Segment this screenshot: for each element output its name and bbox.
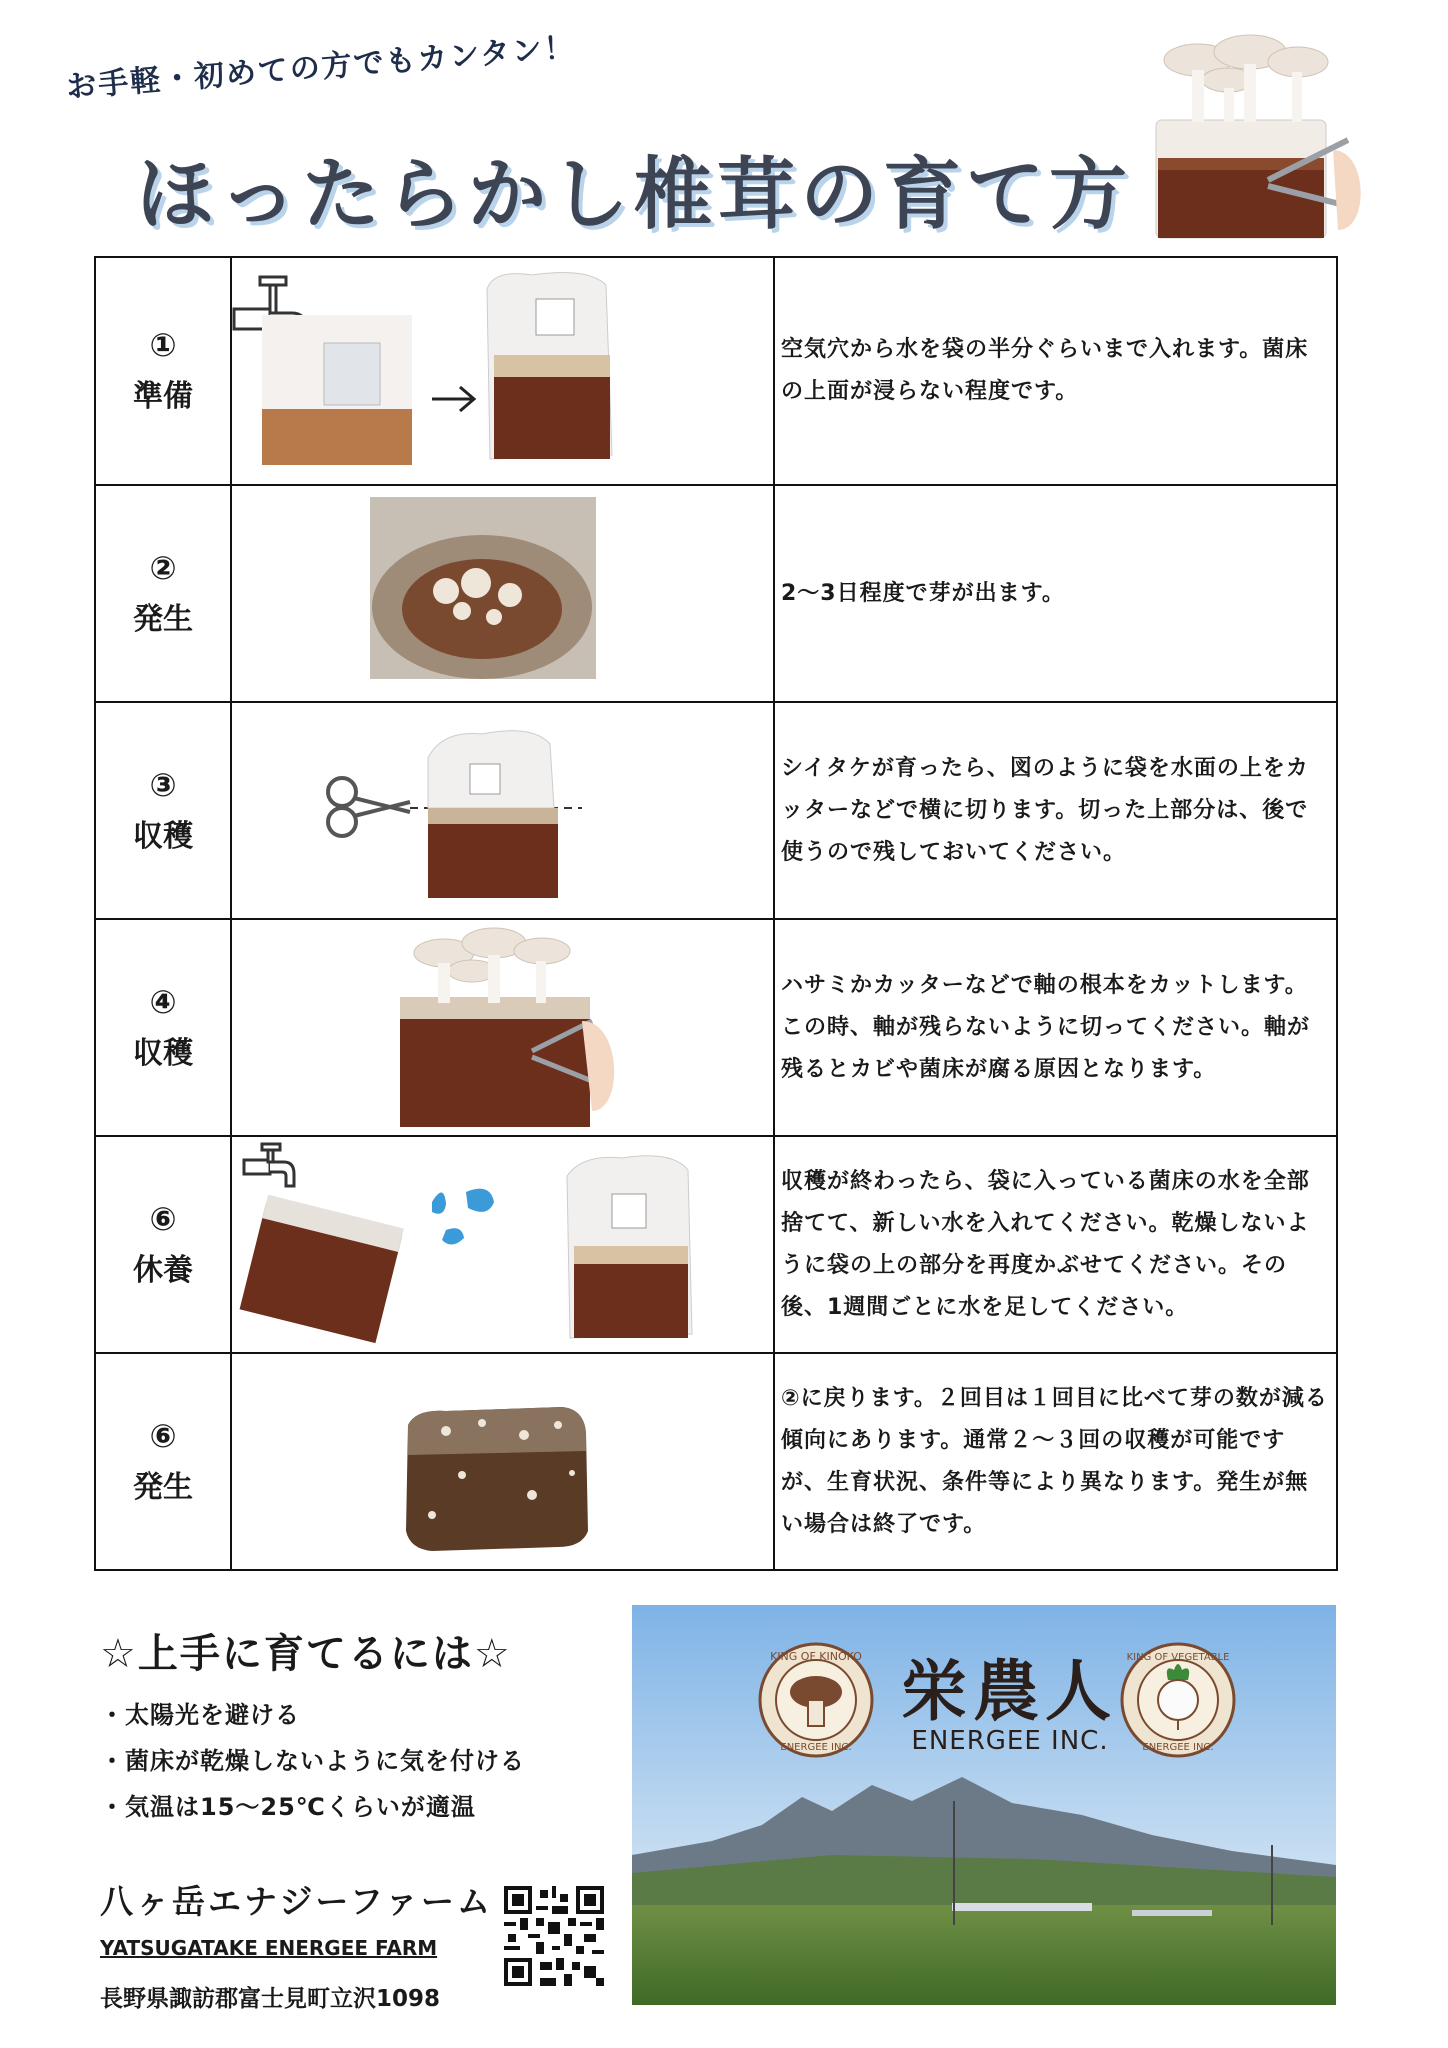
step-name: 収穫: [133, 1035, 193, 1071]
step-number: ⑥: [149, 1199, 177, 1238]
step-number: ⑥: [149, 1416, 177, 1455]
brand-name-en: ENERGEE INC.: [911, 1726, 1109, 1756]
step-label-cell: [95, 702, 231, 919]
step-image-cell: [231, 1136, 774, 1353]
step-name: 発生: [133, 1469, 193, 1505]
scissors-icon: [328, 778, 410, 836]
step-text-cell: [774, 485, 1337, 702]
brand-name-jp: 栄農人: [901, 1652, 1117, 1730]
badge-label: ENERGEE INC.: [1142, 1742, 1214, 1753]
page-title: ほったらかし椎茸の育て方: [136, 150, 1133, 240]
step-name: 準備: [133, 379, 193, 414]
address: 長野県諏訪郡富士見町立沢1098: [100, 1986, 441, 2012]
step-label-cell: [95, 485, 231, 702]
step-text-cell: [774, 1353, 1337, 1570]
water-drops-icon: [432, 1189, 494, 1245]
tips-list: [100, 1692, 620, 1830]
step-image-cell: [231, 919, 774, 1136]
step-image-cell: [231, 1353, 774, 1570]
step-image-cell: [231, 257, 774, 485]
list-item: ・菌床が乾燥しないように気を付ける: [100, 1747, 525, 1775]
table-row: [95, 485, 1337, 702]
badge-label: KING OF VEGETABLE: [1126, 1652, 1230, 1663]
prep-illustration: [232, 259, 771, 483]
step-description: 収穫が終わったら、袋に入っている菌床の水を全部捨てて、新しい水を入れてください。乾燥しないように袋の上の部分を再度かぶせてください。その後、1週間ごとに水を足してください。: [781, 1168, 1310, 1320]
step-description: 空気穴から水を袋の半分ぐらいまで入れます。菌床の上面が浸らない程度です。: [781, 337, 1309, 404]
step-name: 休養: [133, 1252, 193, 1288]
step-description: ②に戻ります。２回目は１回目に比べて芽の数が減る傾向にあります。通常２～３回の収穫が可能ですが、生育状況、条件等により異なります。発生が無い場合は終了です。: [781, 1385, 1328, 1537]
step-text-cell: [774, 1136, 1337, 1353]
harvest-photo: [232, 921, 771, 1134]
step-number: ③: [149, 765, 177, 804]
table-row: [95, 702, 1337, 919]
sprout-photo: [232, 487, 771, 700]
step-image-cell: [231, 702, 774, 919]
step-description: 2〜3日程度で芽が出ます。: [781, 580, 1065, 606]
step-name: 発生: [133, 601, 193, 637]
table-row: [95, 1353, 1337, 1570]
substrate-photo: [232, 1355, 771, 1568]
badge-label: KING OF KINOKO: [770, 1650, 862, 1663]
list-item: ・太陽光を避ける: [100, 1701, 300, 1729]
faucet-icon: [244, 1144, 294, 1186]
qr-code-icon[interactable]: [504, 1886, 604, 1986]
step-text-cell: [774, 919, 1337, 1136]
step-name: 収穫: [133, 818, 193, 854]
subtitle: お手軽・初めての方でもカンタン！: [65, 30, 578, 106]
step-label-cell: [95, 257, 231, 485]
cut-illustration: [232, 704, 771, 917]
step-description: ハサミかカッターなどで軸の根本をカットします。この時、軸が残らないように切ってください。軸が残るとカビや菌床が腐る原因となります。: [781, 972, 1311, 1082]
step-label-cell: [95, 1353, 231, 1570]
step-number: ④: [149, 982, 177, 1021]
step-text-cell: [774, 702, 1337, 919]
step-number: ②: [149, 548, 177, 587]
step-description: シイタケが育ったら、図のように袋を水面の上をカッターなどで横に切ります。切った上部分は、後で使うので残しておいてください。: [781, 755, 1309, 865]
step-text-cell: [774, 257, 1337, 485]
table-row: [95, 919, 1337, 1136]
hero-mushroom-photo: [1148, 30, 1370, 244]
rest-illustration: [232, 1138, 771, 1351]
list-item: ・気温は15〜25℃くらいが適温: [100, 1793, 476, 1821]
table-row: [95, 1136, 1337, 1353]
step-image-cell: [231, 485, 774, 702]
badge-label: ENERGEE INC.: [780, 1742, 852, 1753]
steps-table: [94, 256, 1338, 1571]
table-row: [95, 257, 1337, 485]
king-of-vegetable-badge: [1118, 1640, 1238, 1760]
king-of-kinoko-badge: [756, 1640, 876, 1760]
step-number: ①: [149, 326, 177, 364]
tips-title: ☆上手に育てるには☆: [100, 1631, 512, 1677]
farm-name: 八ヶ岳エナジーファーム: [100, 1882, 494, 1921]
farm-name-en: YATSUGATAKE ENERGEE FARM: [100, 1936, 438, 1960]
step-label-cell: [95, 919, 231, 1136]
step-label-cell: [95, 1136, 231, 1353]
